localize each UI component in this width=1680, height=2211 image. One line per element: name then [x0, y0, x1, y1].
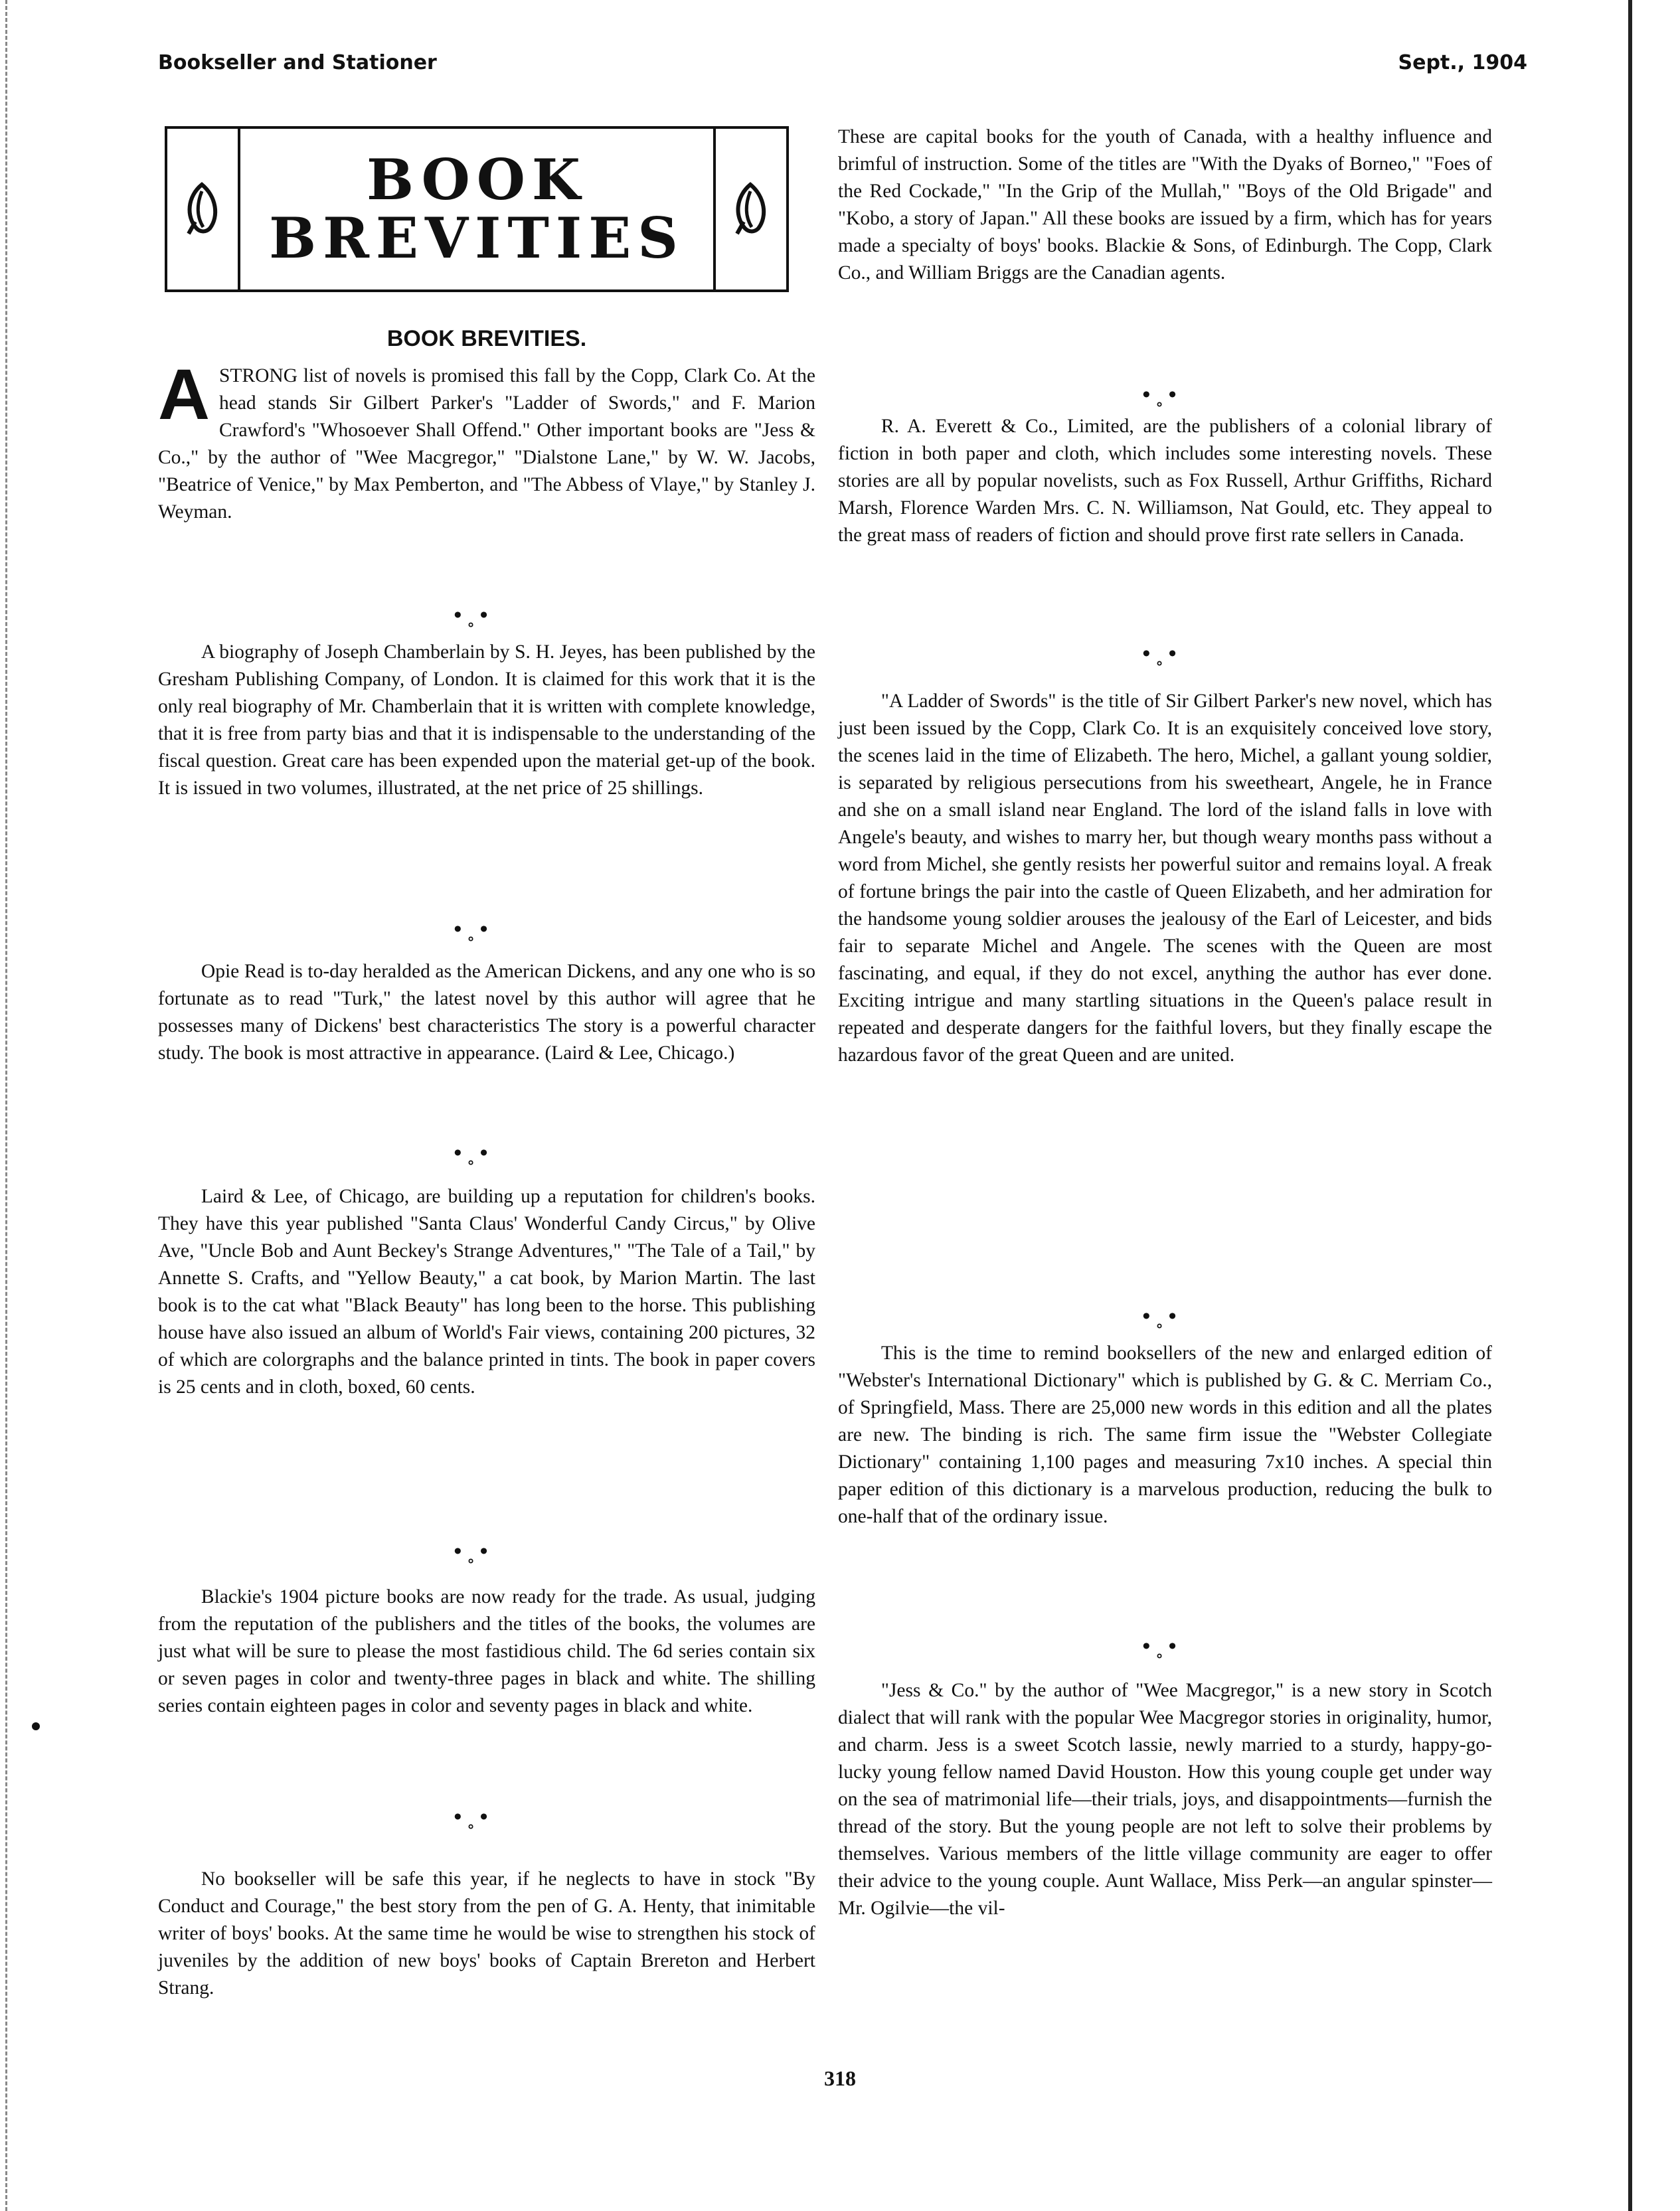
- article-paragraph: Blackie's 1904 picture books are now ready for the trade. As usual, judging from the reputation of the publishers and the titles of the books, the volumes are just what will be sure to please the most fastidious child. The 6d series contain six or seven pages in color and twenty-three pages in black and white. The shilling series contain eighteen pages in color and seventy pages in black and white.: [158, 1586, 815, 1716]
- paragraph-separator: •˳•: [454, 1805, 493, 1829]
- scan-edge-right: [1628, 0, 1632, 2211]
- article-paragraph: Opie Read is to-day heralded as the American Dickens, and any one who is so fortunate as to read "Turk," the latest novel by this author will agree that he possesses many of Dickens' best characteristics The story is a powerful character study. The book is most attractive in appearance. (Laird & Lee, Chicago.): [158, 961, 815, 1064]
- book-brevities-masthead: [165, 126, 789, 292]
- article-paragraph: [158, 354, 815, 526]
- paragraph-separator: •˳•: [1142, 641, 1182, 666]
- scan-edge-left: [5, 0, 9, 2211]
- paragraph-separator: •˳•: [1142, 382, 1182, 407]
- paragraph-separator: •˳•: [1142, 1634, 1182, 1659]
- masthead-left-panel: [167, 129, 240, 289]
- leaf-ornament-icon: [730, 182, 770, 235]
- masthead-title-line-1: BOOK: [367, 147, 587, 212]
- masthead-title-line-2: BREVITIES: [269, 205, 685, 271]
- margin-mark: [32, 1722, 40, 1730]
- article-paragraph: "Jess & Co." by the author of "Wee Macgregor," is a new story in Scotch dialect that will rank with the popular Wee Macgregor stories in originality, humor, and charm. Jess is a sweet Scotch lassie, newly married to a sturdy, happy-go-lucky young fellow named David Houston. How this young couple get under way on the sea of matrimonial life—their trials, joys, and disappointments—furnish the thread of the story. But the young people are not left to solve their problems by themselves. Various members of the little village community are eager to offer their advice to the young couple. Aunt Wallace, Miss Perk—an angular spinster—Mr. Ogilvie—the vil-: [838, 1680, 1492, 1919]
- article-paragraph: No bookseller will be safe this year, if he neglects to have in stock "By Conduct and Courage," the best story from the pen of G. A. Henty, that inimitable writer of boys' books. At the same time he would be wise to strengthen his stock of juveniles by the addition of new boys' books of Captain Brereton and Herbert Strang.: [158, 1868, 815, 1999]
- paragraph-separator: •˳•: [1142, 1304, 1182, 1329]
- article-paragraph: These are capital books for the youth of Canada, with a healthy influence and brimful of instruction. Some of the titles are "With the Dyaks of Borneo," "Foes of the Red Cockade," "In the Grip of the Mullah," "Boys of the Old Brigade" and "Kobo, a story of Japan." All these books are issued by a firm, which has for years made a specialty of boys' books. Blackie & Sons, of Edinburgh. The Copp, Clark Co., and William Briggs are the Canadian agents.: [838, 126, 1492, 284]
- paragraph-separator: •˳•: [454, 1539, 493, 1564]
- running-head-publication: Bookseller and Stationer: [158, 51, 437, 74]
- page-number: 318: [824, 2066, 856, 2090]
- section-heading: BOOK BREVITIES.: [386, 326, 587, 351]
- running-head-date: Sept., 1904: [1398, 51, 1527, 74]
- masthead-title: [240, 129, 713, 289]
- article-paragraph: R. A. Everett & Co., Limited, are the publishers of a colonial library of fiction in both paper and cloth, which includes some interesting novels. These stories are all by popular novelists, such as Fox Russell, Arthur Griffiths, Richard Marsh, Florence Warden Mrs. C. N. Williamson, Nat Gould, etc. They appeal to the great mass of readers of fiction and should prove first rate sellers in Canada.: [838, 416, 1492, 546]
- article-paragraph: A biography of Joseph Chamberlain by S. H. Jeyes, has been published by the Gresham Publishing Company, of London. It is claimed for this work that it is the only real biography of Mr. Chamberlain that it is written with complete knowledge, that it is free from party bias and that it is indispensable to the understanding of the fiscal question. Great care has been expended upon the material get-up of the book. It is issued in two volumes, illustrated, at the net price of 25 shillings.: [158, 641, 815, 799]
- drop-cap: A: [158, 354, 210, 434]
- article-paragraph: Laird & Lee, of Chicago, are building up a reputation for children's books. They have this year published "Santa Claus' Wonderful Candy Circus," by Olive Ave, "Uncle Bob and Aunt Beckey's Strange Adventures," "The Tale of a Tail," by Annette S. Crafts, and "Yellow Beauty," a cat book, by Marion Martin. The last book is to the cat what "Black Beauty" has long been to the horse. This publishing house have also issued an album of World's Fair views, containing 200 pictures, 32 of which are colorgraphs and the balance printed in tints. The book in paper covers is 25 cents and in cloth, boxed, 60 cents.: [158, 1186, 815, 1398]
- paragraph-separator: •˳•: [454, 917, 493, 942]
- leaf-ornament-icon: [182, 182, 222, 235]
- paragraph-separator: •˳•: [454, 1141, 493, 1165]
- article-paragraph: This is the time to remind booksellers of the new and enlarged edition of "Webster's International Dictionary" which is published by G. & C. Merriam Co., of Springfield, Mass. There are 25,000 new words in this edition and all the plates are new. The binding is rich. The same firm issue the "Webster Collegiate Dictionary" containing 1,100 pages and measuring 7x10 inches. A special thin paper edition of this dictionary is a marvelous production, reducing the bulk to one-half that of the ordinary issue.: [838, 1343, 1492, 1527]
- masthead-right-panel: [713, 129, 786, 289]
- paragraph-text: STRONG list of novels is promised this fall by the Copp, Clark Co. At the head stands Sir Gilbert Parker's "Ladder of Swords," and F. Marion Crawford's "Whosoever Shall Offend." Other important books are "Jess & Co.," by the author of "Wee Macgregor," "Dialstone Lane," by W. W. Jacobs, "Beatrice of Venice," by Max Pemberton, and "The Abbess of Vlaye," by Stanley J. Weyman.: [158, 365, 815, 523]
- article-paragraph: "A Ladder of Swords" is the title of Sir Gilbert Parker's new novel, which has just been issued by the Copp, Clark Co. It is an exquisitely conceived love story, the scenes laid in the time of Elizabeth. The hero, Michel, a gallant young soldier, is separated by religious persecutions from his sweetheart, Angele, he in France and she on a small island near England. The lord of the island falls in love with Angele's beauty, and wishes to marry her, but though weary months pass without a word from Michel, she gently resists her powerful suitor and remains loyal. A freak of fortune brings the pair into the castle of Queen Elizabeth, and her admiration for the handsome young soldier arouses the jealousy of the Earl of Leicester, and bids fair to separate Michel and Angele. The scenes with the Queen are most fascinating, and equal, if they do not excel, anything the author has ever done. Exciting intrigue and many startling situations in the Queen's palace result in repeated and desperate dangers for the faithful lovers, but they finally escape the hazardous favor of the great Queen and are united.: [838, 691, 1492, 1066]
- paragraph-separator: •˳•: [454, 603, 493, 627]
